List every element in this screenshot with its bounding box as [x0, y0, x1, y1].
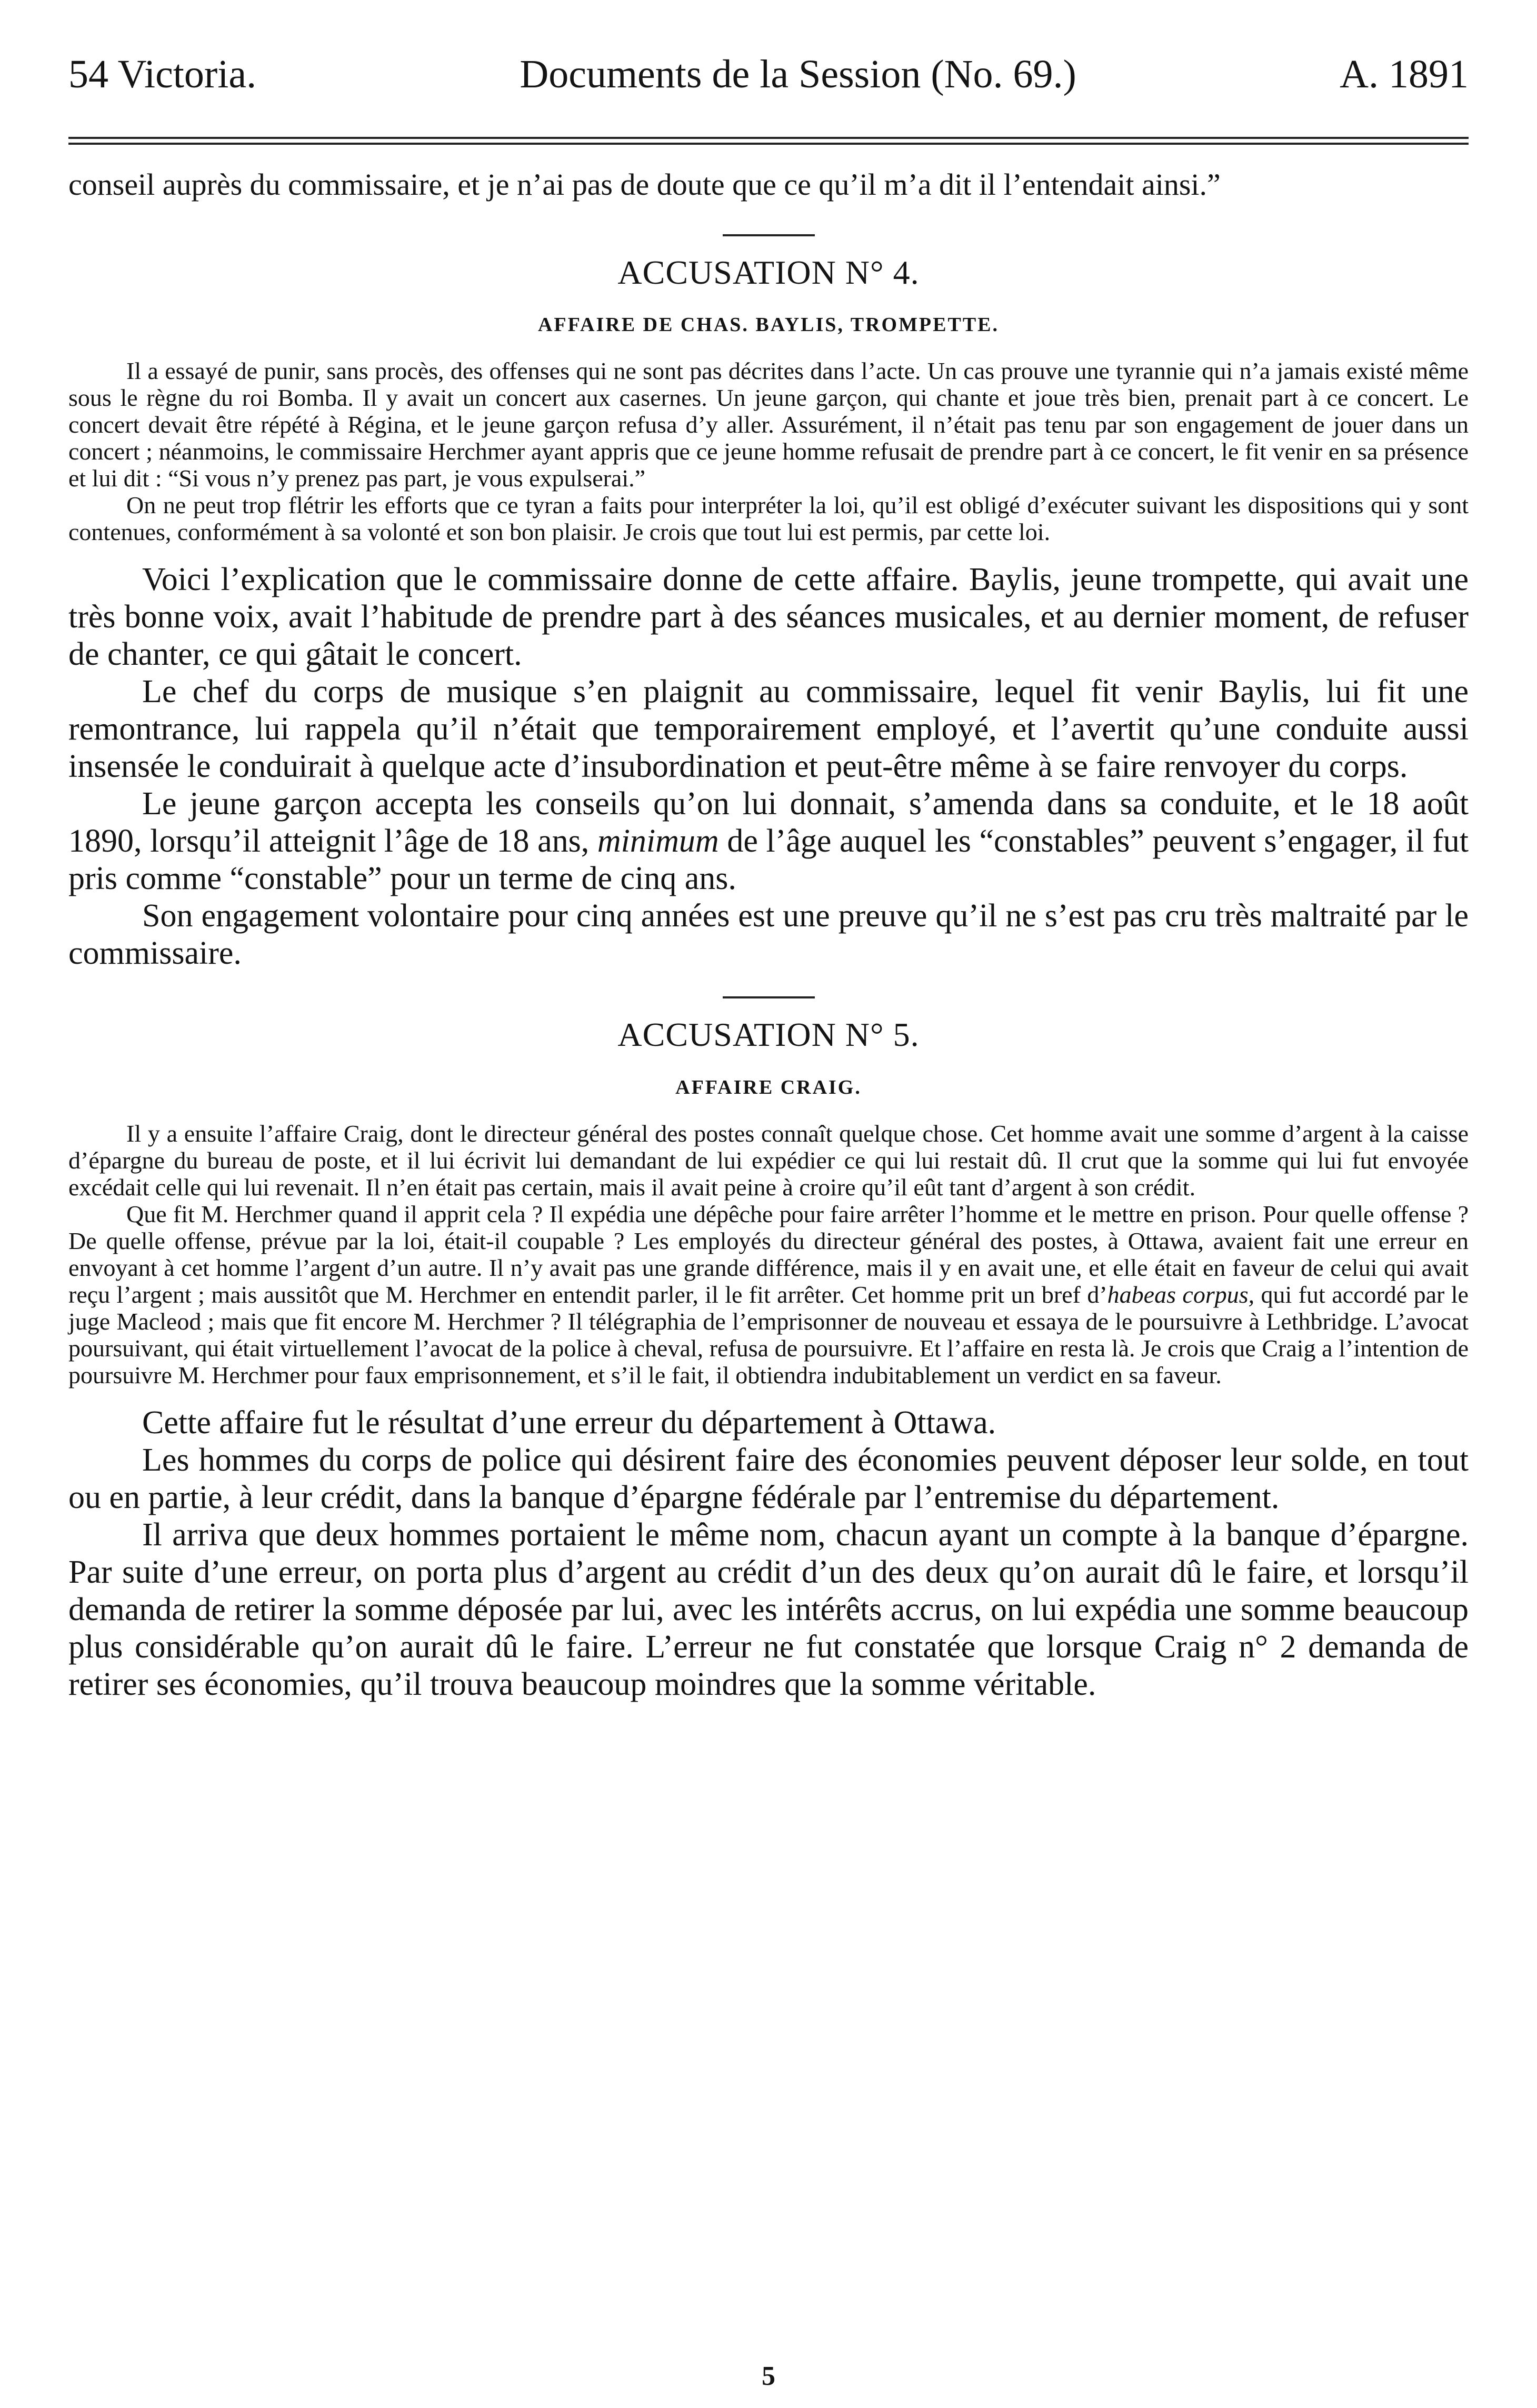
reply-paragraph: Son engagement volontaire pour cinq années est une preuve qu’il ne s’est pas cru très maltraité par le commissaire. [68, 898, 1469, 972]
italic-term: habeas corpus, [1107, 1281, 1255, 1308]
header-rule [68, 137, 1469, 145]
section-divider [723, 234, 815, 236]
reply-paragraph: Cette affaire fut le résultat d’une erreur du département à Ottawa. [142, 1404, 996, 1441]
quote-paragraph: Il a essayé de punir, sans procès, des offenses qui ne sont pas décrites dans l’acte. Un cas prouve une tyrannie qui n’a jamais existé même sous le règne du roi Bomba. Il y avait un concert aux casernes. Un jeune garçon, qui chante et joue très bien, prenait part à ce concert. Le concert devait être répété à Régina, et le jeune garçon refusa d’y aller. Assurément, il n’était pas tenu par son engagement de jouer dans un concert ; néanmoins, le commissaire Herchmer ayant appris que ce jeune homme refusait de prendre part à ce concert, le fit venir en sa présence et lui dit : “Si vous n’y prenez pas part, je vous expulserai.” [68, 357, 1469, 492]
document-page [68, 52, 1469, 2391]
text-run: qui fut accordé par le juge Macleod ; mais que fit encore M. Herchmer ? Il télégraphia de l’emprisonner de nouveau et essaya de le poursuivre à Lethbridge. L’avocat poursuivant, qui était virtuellement l’avocat de la police à cheval, refusa de poursuivre. Et l’affaire en resta là. Je crois que Craig a l’intention de poursuivre M. Herchmer pour faux emprisonnement, et s’il le fait, il obtiendra indubitablement un verdict en sa faveur. [68, 1281, 1469, 1388]
section-subheading: AFFAIRE DE CHAS. BAYLIS, TROMPETTE. [537, 314, 1000, 336]
header-left: 54 Victoria. [68, 52, 257, 96]
section-subheading: AFFAIRE CRAIG. [675, 1076, 862, 1098]
header-center: Documents de la Session (No. 69.) [520, 52, 1076, 96]
running-header [68, 53, 1469, 111]
reply-text [68, 561, 1469, 972]
section-heading: ACCUSATION N° 5. [617, 1016, 920, 1054]
quoted-speech [68, 1120, 1469, 1388]
header-right: A. 1891 [1340, 52, 1469, 96]
text-run: Que fit M. Herchmer quand il apprit cela ? Il expédia une dépêche pour faire arrêter l’homme et le mettre en prison. Pour quelle offense ? De quelle offense, prévue par la loi, était-il coupable ? Les employés du directeur général des postes, à Ottawa, avaient fait une erreur en envoyant à cet homme l’argent d’un autre. Il n’y avait pas une grande différence, mais il y en avait une, et elle était en faveur de celui qui avait reçu l’argent ; mais aussitôt que M. Herchmer en entendit parler, il le fit arrêter. Cet homme prit un bref d’ [68, 1200, 1469, 1308]
reply-paragraph: Les hommes du corps de police qui désirent faire des économies peuvent déposer leur solde, en tout ou en partie, à leur crédit, dans la banque d’épargne fédérale par l’entremise du département. [68, 1442, 1469, 1515]
quote-paragraph [68, 1201, 1469, 1388]
italic-term: minimum [597, 823, 719, 860]
reply-paragraph: Voici l’explication que le commissaire donne de cette affaire. Baylis, jeune trompette, qui avait une très bonne voix, avait l’habitude de prendre part à des séances musicales, et au dernier moment, de refuser de chanter, ce qui gâtait le concert. [68, 562, 1469, 673]
text-run: de l’âge auquel les “constables” peuvent s’engager, il fut pris comme “constable” pour un terme de cinq ans. [68, 823, 1469, 897]
page-number: 5 [762, 2361, 775, 2391]
reply-paragraph [68, 785, 1469, 897]
section-divider [723, 996, 815, 998]
reply-paragraph: Le chef du corps de musique s’en plaignit au commissaire, lequel fit venir Baylis, lui fit une remontrance, lui rappela qu’il n’était que temporairement employé, et l’avertit qu’une conduite aussi insensée le conduirait à quelque acte d’insubordination et peut-être même à se faire renvoyer du corps. [68, 674, 1469, 785]
reply-paragraph: Il arriva que deux hommes portaient le même nom, chacun ayant un compte à la banque d’épargne. Par suite d’une erreur, on porta plus d’argent au crédit d’un des deux qu’on aurait dû le faire, et lorsqu’il demanda de retirer la somme déposée par lui, avec les intérêts accrus, on lui expédia une somme beaucoup plus considérable qu’on aurait dû le faire. L’erreur ne fut constatée que lorsque Craig n° 2 demanda de retirer ses économies, qu’il trouva beaucoup moindres que la somme véritable. [68, 1516, 1469, 1702]
section-heading: ACCUSATION N° 4. [617, 254, 920, 291]
quoted-speech [68, 357, 1469, 545]
text-run: Le jeune garçon accepta les conseils qu’on lui donnait, s’amenda dans sa conduite, et le 18 août 1890, lorsqu’il atteignit l’âge de 18 ans, [68, 786, 1469, 860]
quote-paragraph: On ne peut trop flétrir les efforts que ce tyran a faits pour interpréter la loi, qu’il est obligé d’exécuter suivant les dispositions qui y sont contenues, conformément à sa volonté et son bon plaisir. Je crois que tout lui est permis, par cette loi. [68, 492, 1469, 546]
carryover-paragraph: conseil auprès du commissaire, et je n’ai pas de doute que ce qu’il m’a dit il l’entendait ainsi.” [68, 167, 1221, 202]
reply-text [68, 1404, 1469, 1703]
quote-paragraph: Il y a ensuite l’affaire Craig, dont le directeur général des postes connaît quelque chose. Cet homme avait une somme d’argent à la caisse d’épargne du bureau de poste, et il lui écrivit lui demandant de lui expédier ce qui lui restait dû. Il crut que la somme qui lui fut envoyée excédait celle qui lui revenait. Il n’en était pas certain, mais il avait peine à croire qu’il eût tant d’argent à son crédit. [68, 1120, 1469, 1201]
